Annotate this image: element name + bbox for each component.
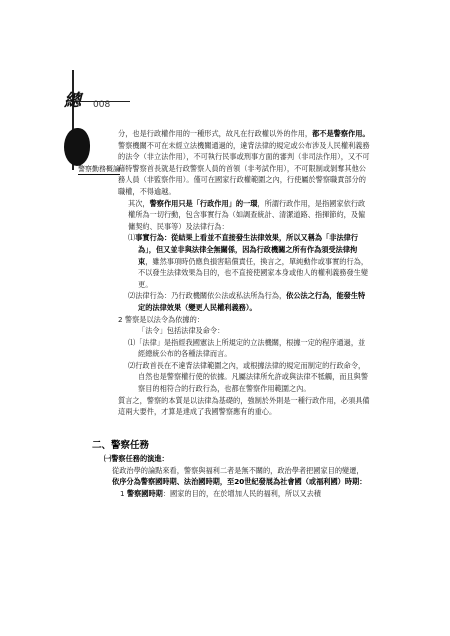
list-marker: 1 [120,488,125,498]
text-run: 從政治學的論點來看，警察與福利二者是無不關的，政治學者把國家目的變遷， [112,465,364,475]
emphasis-text: 依公法之行為，能發生特定的法律效果（變更人民權利義務）。 [138,291,366,312]
section-body [104,453,370,499]
quote-line: 「法令」包括法律及命令： [138,326,225,336]
text-run: 「法律」是指經我國憲法上所規定的立法機關，根據一定的程序通過，並經總統公布的各種法律而言。 [135,337,366,359]
text-run: ，雖然事項時仍應負損害賠償責任，換言之，單純動作或事實的行為，不以發生法律效果為目的，也不直接使國家本身或他人的權利義務發生變更。 [138,256,369,289]
list-marker: ⑵ [128,291,136,301]
paragraph-1 [118,128,370,198]
text-run: 法律行為：乃行政機關依公法或私法所為行為， [135,291,287,301]
summary-paragraph: 質言之，警察的本質是以法律為基礎的，強制於外則是一種行政作用，必須具備這兩大要件，才算是達成了我國警察應有的重心。 [118,395,370,417]
text-run: ，所謂行政作用，是指國家依行政權所為一切行動，包含事實行為（如調查統計、清潔道路、指揮節約，及僱傭契約、民事等）及法律行為： [128,198,366,231]
section-heading: 二、警察任務 [92,440,150,451]
text-run: 警察機關不可在未經立法機關通過的，違背法律的規定或公布涉及人民權利義務的法令（非立法作用），不可執行民事或刑事方面的審判（非司法作用），又不可藉特警察首長就是行政警察人員的首領（非考試作用），不可限制或剝奪其他公務人員（非監察作用）。僅可在國家行政權範圍之內，行使屬於警察職責部分的職權，不得逾越。 [118,140,370,196]
list-item-order [118,360,370,395]
emphasis-text: 警察國時期 [126,488,163,498]
chapter-logo-glyph: 總 [64,91,80,111]
emphasis-text: 依序分為警察國時期、法治國時期，至20世紀發展為社會國（或福利國）時期： [112,477,367,487]
list-item-fact-act [118,232,370,290]
section-paragraph [104,465,370,488]
subsection-heading: ㈠警察任務的演進： [104,454,169,463]
list-marker: ⑴ [128,233,136,243]
text-run: 其次， [128,198,150,208]
body-text [118,128,370,418]
numbered-point-2 [118,314,370,326]
list-item-law [118,337,370,360]
list-marker: ⑴ [128,337,136,347]
numbered-point-police-state [104,488,370,500]
paragraph-2 [118,198,370,233]
emphasis-text: 都不是警察作用。 [312,129,370,138]
decorative-ink-blob [64,128,90,166]
running-title: 警察勤務概論 [78,165,120,173]
text-run: ：國家的目的，在於增加人民的福利，所以又去積 [162,488,321,498]
list-item-legal-act [118,290,370,313]
emphasis-text: 事實行為：從結果上看並不直接發生法律效果，所以又稱為「非法律行為」，但又並非與法律全無關係，因為行政機關之所有作為須受法律拘束 [135,233,359,266]
list-marker: ⑵ [128,360,136,370]
text-run: 警察是以法令為依據的： [124,314,204,324]
page-number: 008 [93,100,111,110]
list-marker: 2 [118,314,123,324]
text-run: 分，也是行政權作用的一種形式，故凡在行政權以外的作用， [118,129,313,138]
text-run: 行政首長在不違背法律範圍之內，或根據法律的規定而制定的行政命令，自然也是警察權行使的依據。凡屬法律所允許或與法律不牴觸，而且與警察目的相符合的行政行為，也都在警察作用範圍之內。 [135,360,369,394]
emphasis-text: 警察作用只是「行政作用」的一環 [149,198,258,208]
